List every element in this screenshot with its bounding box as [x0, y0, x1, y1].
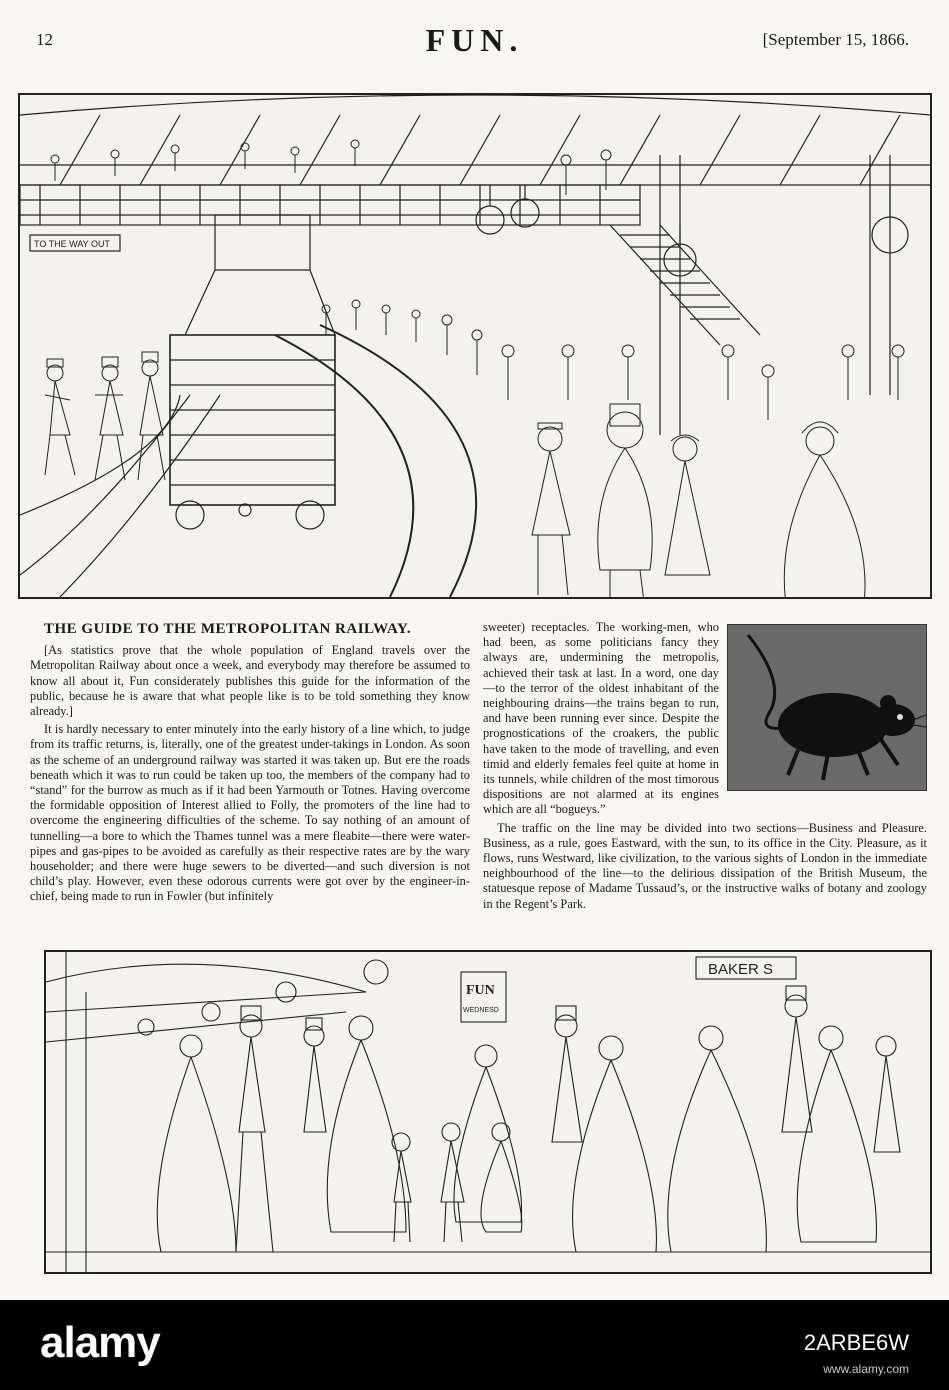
issue-date: [September 15, 1866.: [762, 30, 909, 49]
baker-street-sign: BAKER S: [708, 961, 774, 978]
article-paragraph-2: sweeter) receptacles. The working-men, who had been, as some politicians fancy they always are, undermining the metropolis, achieved their task at last. In a word, one day—to the terror of the oldest inhabitant of the neighbouring drains—the trains began to run, and have been running ever since. Despite the prognostications of the croakers, the public have taken to the mode of travelling, and even timid and elderly females feel quite at home in its tunnels, while children of the most timorous dispositions are not alarmed at its engines which are all “bogueys.”: [483, 620, 719, 817]
fun-poster-subtitle: WEDNESD: [463, 1007, 499, 1014]
baker-street-illustration: [44, 950, 932, 1274]
image-id-text: 2ARBE6W: [803, 1330, 909, 1355]
alamy-url: www.alamy.com: [823, 1362, 909, 1376]
article-paragraph-1: It is hardly necessary to enter minutely into the early history of a line which, to judge from its traffic returns, is, literally, one of the greatest under-takings in London. As soon as the scheme of an underground railway was started it was taken up. But ere the roads beneath which it was to run could be taken up too, the members of the company had to “stand” for the burrow as much as if it had been Yarmouth or Totnes. Having overcome the formidable opposition of Interest allied to Folly, the promoters of the line had to overcome the engineering difficulties of the scheme. To say nothing of an amount of tunnelling—a bore to which the Thames tunnel was a mere fleabite—there were water-pipes and gas-pipes to be avoided as carefully as their respective rates are by the wary householder; and there were huge sewers to be diverted—and such diversion is not child’s play. However, even these odorous currents were got over by the engineer-in-chief, being made to run in Fowler (but infinitely: [30, 722, 470, 904]
way-out-sign: TO THE WAY OUT: [34, 239, 111, 249]
article-paragraph-3: The traffic on the line may be divided into two sections—Business and Pleasure. Business, as a rule, goes Eastward, with the sun, to its office in the City. Pleasure, as it flows, runs Westward, like civilization, to the various sights of London in the immediate neighbourhood of the line—to the delirious dissipation of the British Museum, the statuesque repose of Madame Tussaud’s, or the instructive walks of botany and zoology in the Regent’s Park.: [483, 820, 927, 911]
alamy-image-id: [804, 1330, 909, 1382]
article-intro: [As statistics prove that the whole population of England travels over the Metropolitan Railway about once a week, and everybody may therefore be assumed to know all about it, Fun considerately publishes this guide for the information of the public, because he is aware that what people like is to be told something they know already.]: [30, 643, 470, 719]
rat-vignette: [727, 624, 927, 791]
station-engraving: [20, 95, 930, 597]
promenade-engraving: [46, 952, 930, 1272]
article-title: THE GUIDE TO THE METROPOLITAN RAILWAY.: [44, 621, 412, 637]
article-column-left: [30, 622, 470, 908]
rat-engraving: [728, 625, 926, 790]
masthead-title: FUN.: [425, 22, 524, 58]
alamy-logo: alamy: [40, 1318, 160, 1367]
page-number: 12: [36, 30, 53, 49]
fun-poster-title: FUN: [466, 983, 495, 998]
article-column-right: [483, 620, 927, 915]
station-platform-illustration: [18, 93, 932, 599]
